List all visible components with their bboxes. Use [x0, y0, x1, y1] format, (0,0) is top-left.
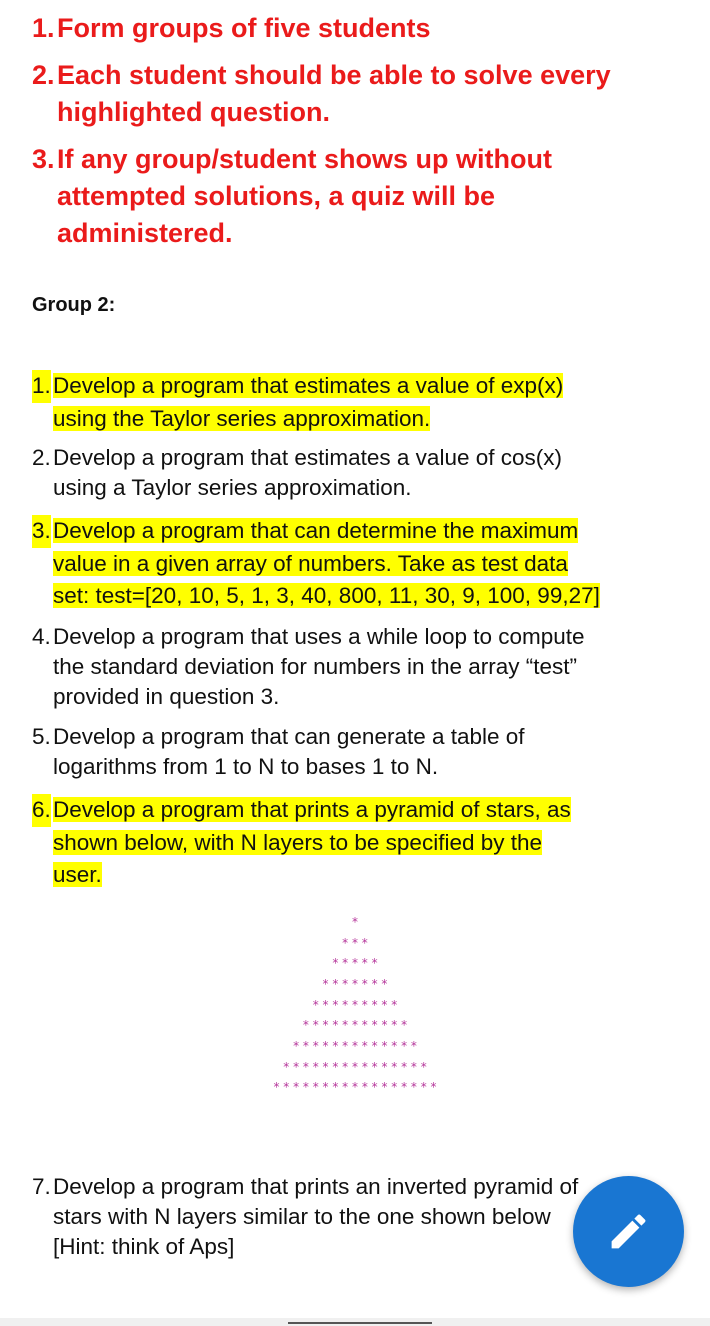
- question-number: 2.: [32, 445, 51, 470]
- star-row: * * * * *: [332, 956, 378, 970]
- question-number: 3.: [32, 515, 51, 548]
- question-text: Develop a program that uses a while loop to compute: [53, 624, 585, 649]
- question-text: Develop a program that estimates a value of exp(x): [53, 373, 564, 398]
- question-item: [32, 1172, 632, 1262]
- instruction-number: 2.: [32, 60, 55, 90]
- star-pyramid-figure: [0, 915, 710, 1105]
- question-text: Develop a program that can determine the maximum: [53, 518, 579, 543]
- question-item: [32, 794, 632, 892]
- question-text: shown below, with N layers to be specified by the: [53, 829, 543, 855]
- question-item: [32, 622, 632, 712]
- question-text: using a Taylor series approximation.: [53, 475, 412, 500]
- question-text: logarithms from 1 to N to bases 1 to N.: [53, 754, 439, 779]
- instruction-item: [32, 141, 672, 252]
- star-row: * * * * * * * * * * * * * * * * *: [273, 1080, 437, 1094]
- question-number: 1.: [32, 370, 51, 403]
- question-text: the standard deviation for numbers in the array “test”: [53, 654, 578, 679]
- question-item: [32, 443, 632, 503]
- question-item: [32, 515, 632, 613]
- star-row: * * *: [342, 936, 368, 950]
- instruction-text: highlighted question.: [57, 97, 330, 127]
- question-number: 4.: [32, 624, 51, 649]
- instruction-text: Each student should be able to solve every: [57, 60, 611, 90]
- question-text: Develop a program that prints a pyramid of stars, as: [53, 797, 571, 822]
- edit-fab-button[interactable]: [573, 1176, 684, 1287]
- instruction-item: [32, 10, 672, 47]
- instruction-text: attempted solutions, a quiz will be: [57, 181, 496, 211]
- instructions-list: [32, 10, 672, 262]
- question-text: set: test=[20, 10, 5, 1, 3, 40, 800, 11, 30, 9, 100, 99,27]: [53, 583, 600, 608]
- question-number: 7.: [32, 1174, 51, 1199]
- question-text: stars with N layers similar to the one shown below: [53, 1204, 551, 1229]
- question-text: value in a given array of numbers. Take as test data: [53, 550, 568, 576]
- question-text: using the Taylor series approximation.: [53, 405, 431, 431]
- star-row: * * * * * * * * *: [312, 998, 398, 1012]
- question-number: 6.: [32, 794, 51, 827]
- question-text: Develop a program that estimates a value of cos(x): [53, 445, 562, 470]
- star-row: * * * * * * * * * * *: [302, 1018, 408, 1032]
- instruction-text: If any group/student shows up without: [57, 144, 552, 174]
- instruction-item: [32, 57, 672, 131]
- star-row: * * * * * * *: [322, 977, 388, 991]
- question-text: user.: [53, 862, 102, 887]
- question-text: [Hint: think of Aps]: [53, 1234, 235, 1259]
- instruction-text: administered.: [57, 218, 233, 248]
- question-text: Develop a program that prints an inverted pyramid of: [53, 1174, 579, 1199]
- question-text: Develop a program that can generate a table of: [53, 724, 525, 749]
- star-row: * * * * * * * * * * * * * * *: [283, 1060, 427, 1074]
- instruction-number: 3.: [32, 144, 55, 174]
- star-row: * * * * * * * * * * * * *: [293, 1039, 417, 1053]
- instruction-text: Form groups of five students: [57, 13, 431, 43]
- question-number: 5.: [32, 724, 51, 749]
- question-item: [32, 370, 632, 435]
- star-row: *: [352, 915, 358, 929]
- home-indicator-handle[interactable]: [288, 1322, 432, 1324]
- question-item: [32, 722, 632, 782]
- pencil-icon: [606, 1209, 651, 1254]
- group-label: Group 2:: [32, 294, 116, 316]
- question-text: provided in question 3.: [53, 684, 280, 709]
- instruction-number: 1.: [32, 13, 55, 43]
